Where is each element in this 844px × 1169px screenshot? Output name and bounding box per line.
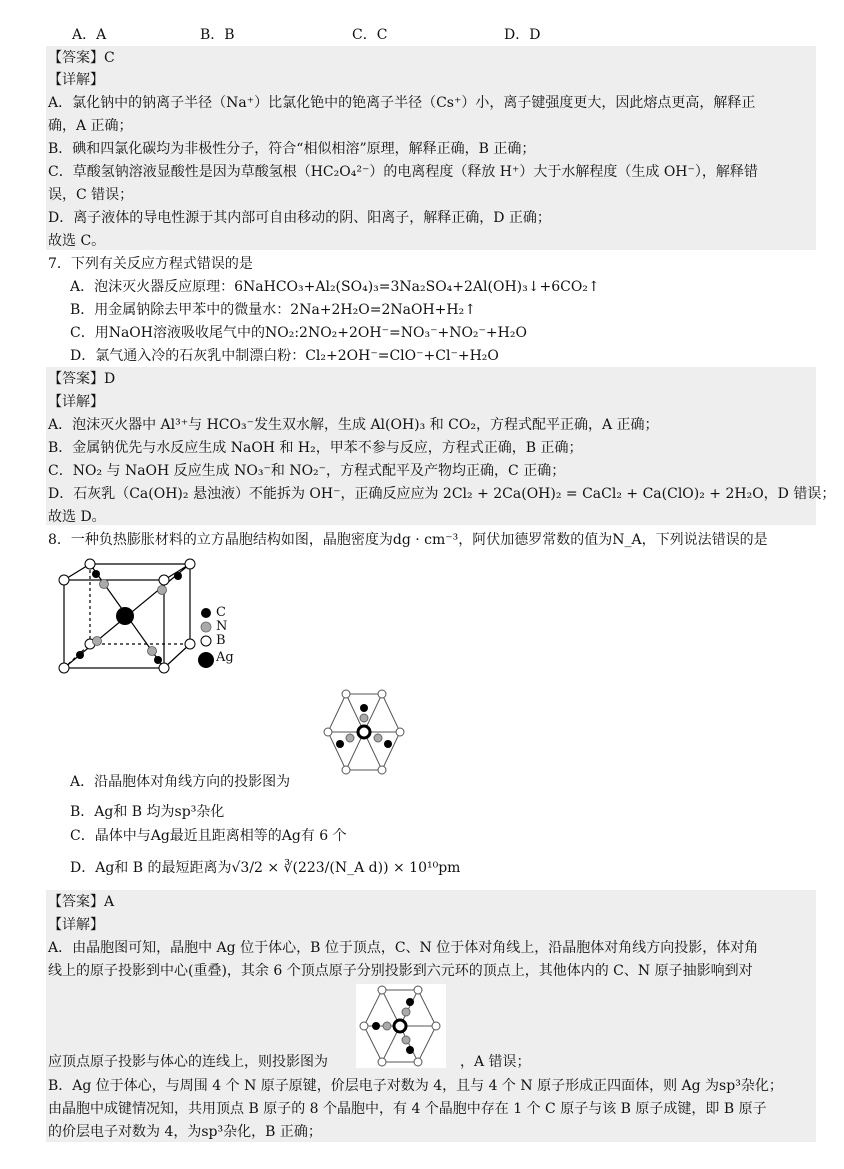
- q8-detail-line: ，A 错误；: [460, 1054, 531, 1070]
- legend-b-label: B: [216, 633, 226, 648]
- legend-n-label: N: [216, 619, 228, 634]
- q8-detail-line: A．由晶胞图可知，晶胞中 Ag 位于体心，B 位于顶点，C、N 位于体对角线上，沿晶胞体对角线方向投影，体对角: [48, 940, 759, 956]
- q6-answer: 【答案】C: [48, 50, 115, 66]
- legend-n-marker: [201, 622, 211, 632]
- q7-option-b: B．用金属钠除去甲苯中的微量水：2Na+2H₂O=2NaOH+H₂↑: [70, 302, 476, 318]
- q8-detail-line: 应顶点原子投影与体心的连线上，则投影图为: [48, 1054, 328, 1070]
- q6-detail-line: C．草酸氢钠溶液显酸性是因为草酸氢根（HC₂O₄²⁻）的电离程度（释放 H⁺）大于水解程度（生成 OH⁻），解释错: [48, 164, 758, 180]
- legend-ag-label: Ag: [216, 650, 234, 665]
- q7-detail-label: 【详解】: [48, 394, 104, 410]
- q7-option-d: D．氯气通入冷的石灰乳中制漂白粉：Cl₂+2OH⁻=ClO⁻+Cl⁻+H₂O: [70, 348, 499, 364]
- q6-option-d: D．D: [504, 27, 541, 43]
- q8-option-b: B．Ag和 B 均为sp³杂化: [70, 804, 225, 820]
- q6-detail-line: D．离子液体的导电性源于其内部可自由移动的阴、阳离子，解释正确，D 正确；: [48, 210, 551, 226]
- q6-detail-line: B．碘和四氯化碳均为非极性分子，符合“相似相溶”原理，解释正确，B 正确；: [48, 141, 536, 157]
- q8-answer: 【答案】A: [48, 894, 115, 910]
- q7-answer: 【答案】D: [48, 371, 116, 387]
- q8-detail-line: 的价层电子对数为 4，为sp³杂化，B 正确；: [48, 1124, 322, 1140]
- q7-option-a: A．泡沫灭火器反应原理：6NaHCO₃+Al₂(SO₄)₃=3Na₂SO₄+2Al(OH)₃↓+6CO₂↑: [70, 279, 600, 295]
- q6-option-b: B．B: [200, 27, 235, 43]
- legend-c-label: C: [216, 605, 226, 620]
- q7-detail-line: D．石灰乳（Ca(OH)₂ 悬浊液）不能拆为 OH⁻，正确反应应为 2Cl₂ + 2Ca(OH)₂ = CaCl₂ + Ca(ClO)₂ + 2H₂O，D 错误；: [48, 486, 836, 502]
- q6-options: [72, 24, 772, 44]
- q7-detail-line: B．金属钠优先与水反应生成 NaOH 和 H₂，甲苯不参与反应，方程式正确，B 正确；: [48, 440, 583, 456]
- q7-option-c: C．用NaOH溶液吸收尾气中的NO₂:2NO₂+2OH⁻=NO₃⁻+NO₂⁻+H₂O: [70, 325, 527, 341]
- legend-ag-marker: [198, 652, 214, 668]
- q6-detail-line: 确，A 正确；: [48, 118, 133, 134]
- q6-detail-line: 故选 C。: [48, 233, 106, 249]
- q7-detail-line: 故选 D。: [48, 509, 106, 525]
- q7-stem: 7．下列有关反应方程式错误的是: [48, 256, 253, 272]
- legend-b-marker: [201, 636, 211, 646]
- q7-detail-line: A．泡沫灭火器中 Al³⁺与 HCO₃⁻发生双水解，生成 Al(OH)₃ 和 CO₂，方程式配平正确，A 正确；: [48, 417, 659, 433]
- q8-detail-line: 线上的原子投影到中心(重叠)，其余 6 个顶点原子分别投影到六元环的顶点上，其他体内的 C、N 原子抽影响到对: [48, 963, 753, 979]
- legend-c-marker: [201, 608, 211, 618]
- q6-option-c: C．C: [352, 27, 388, 43]
- q7-detail-line: C．NO₂ 与 NaOH 反应生成 NO₃⁻和 NO₂⁻，方程式配平及产物均正确，C 正确；: [48, 463, 566, 479]
- q8-option-a: A．沿晶胞体对角线方向的投影图为: [70, 774, 291, 790]
- hexagon-projection-figure: [318, 686, 410, 778]
- q8-stem: 8．一种负热膨胀材料的立方晶胞结构如图，晶胞密度为dg · cm⁻³，阿伏加德罗常数的值为N_A，下列说法错误的是: [48, 532, 768, 548]
- q6-detail-label: 【详解】: [48, 72, 104, 88]
- q6-detail-line: A．氯化钠中的钠离子半径（Na⁺）比氯化铯中的铯离子半径（Cs⁺）小，离子键强度更大，因此熔点更高，解释正: [48, 95, 756, 111]
- q8-option-d: D．Ag和 B 的最短距离为√3/2 × ∛(223/(N_A d)) × 10¹⁰pm: [70, 860, 461, 876]
- q6-detail-line: 误，C 错误；: [48, 187, 134, 203]
- legend-markers: [198, 606, 214, 670]
- q8-detail-line: 由晶胞中成键情况知，共用顶点 B 原子的 8 个晶胞中，有 4 个晶胞中存在 1 个 C 原子与该 B 原子成键，即 B 原子: [48, 1101, 767, 1117]
- q6-option-a: A．A: [72, 27, 107, 43]
- q8-detail-line: B．Ag 位于体心，与周围 4 个 N 原子原键，价层电子对数为 4，且与 4 个 N 原子形成正四面体，则 Ag 为sp³杂化；: [48, 1078, 783, 1094]
- q8-detail-label: 【详解】: [48, 917, 104, 933]
- q8-option-c: C．晶体中与Ag最近且距离相等的Ag有 6 个: [70, 828, 347, 844]
